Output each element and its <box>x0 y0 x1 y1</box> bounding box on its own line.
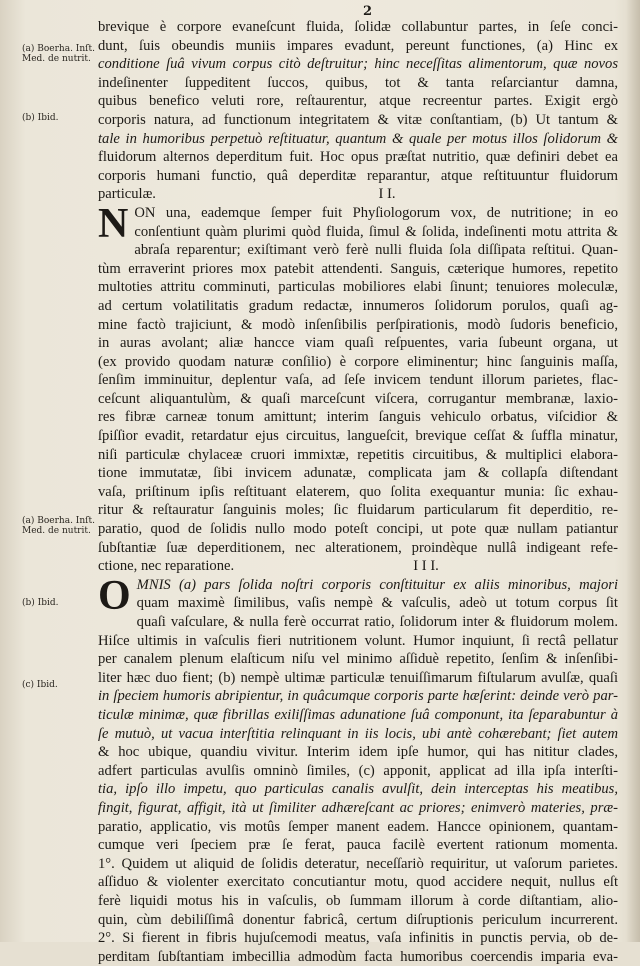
text-line: ſe mutuò, ut vacua interſtitia relinquant in iis locis, ubi antè cohærebant; ſiet autem <box>98 725 618 742</box>
text-line: in ſpeciem humoris abripientur, in quâcumque corporis parte hæſerint: deinde verò par- <box>98 688 618 705</box>
margin-note-b-ibid-second: (b) Ibid. <box>22 598 59 608</box>
text-line: ſubſtantiæ ſuæ deperditionem, nec alterationem, proindèque nullâ indigeant refe- <box>98 539 618 556</box>
margin-note-a-boerhaave-second: (a) Boerha. Inſt. Med. de nutrit. <box>22 516 95 536</box>
text-line: corporis humani functio, quâ deperditæ reparantur, atque reſtituuntur fluidorum <box>98 167 618 184</box>
text-line: paratio, quod de ſolidis nullo modo poteſt concipi, ut pote quæ nullam patiantur <box>98 521 618 538</box>
text-line: adfert particulas avulſis omninò ſimiles, (c) apponit, applicat ad illa ipſa interſti- <box>98 762 618 779</box>
text-line: tale in humoribus perpetuò reſtituatur, quantum & quale per motus illos ſolidorum & <box>98 130 618 147</box>
text-line: conſentiunt quàm plurimi quòd fluida, ſimul & ſolida, indeſinenti motu attrita & <box>134 223 618 240</box>
text-line: ceſcunt aliquantulùm, & quaſi marceſcunt viſcera, corrugantur membranæ, laxio- <box>98 390 618 407</box>
text-line: aſſiduo & violenter exercitato concutiantur motu, quod accidere nequit, nullus eſt <box>98 874 618 891</box>
text-line: 2°. Si fierent in fibris hujuſcemodi meatus, vaſa infinitis in punctis pervia, ob de- <box>98 930 618 947</box>
section-mark-two: I I. <box>378 186 396 203</box>
text-line: & hoc ubique, quandiu vivitur. Interim idem ipſe humor, qui has nititur clades, <box>98 744 618 761</box>
text-line: abraſa reparentur; exiſtimant verò ferè nulli fluida ſola diſſipata reſtitui. Quan- <box>134 242 618 259</box>
drop-cap-o: O <box>98 572 131 619</box>
text-line: particulæ. <box>98 186 156 203</box>
text-line: ON una, eademque ſemper fuit Phyſiologorum vox, de nutritione; in eo <box>134 204 618 221</box>
text-line: multoties attritu comminuti, particulas mobiliores elabi ſinunt; tenuiores moleculæ, <box>98 279 618 296</box>
text-line: (ex provido quodam naturæ conſilio) è corpore eliminentur; hinc ſanguinis maſſa, <box>98 353 618 370</box>
text-line: 1°. Quidem ut aliquid de ſolidis deteratur, neceſſariò requiritur, ut vaſorum parietes. <box>98 855 618 872</box>
text-line: res fibræ carneæ tonum amittunt; interim ſanguis vehiculo orbatus, viſcidior & <box>98 409 618 426</box>
text-line: ſenſim imminuitur, deplentur vaſa, ad ſeſe invicem tendunt illorum parietes, flac- <box>98 372 618 389</box>
text-line: ad certum volatilitatis gradum redactæ, innumeros ſolidorum porulos, quaſi ag- <box>98 297 618 314</box>
text-line: ctione, nec reparatione. <box>98 558 235 575</box>
text-line: tùm erraverint priores mox patebit attendenti. Sanguis, cæterique humores, repetito <box>98 260 618 277</box>
page-number: 2 <box>363 4 373 19</box>
text-line: ferè liquidi motus his in vaſculis, ob ſummam illorum à corde diſtantiam, alio- <box>98 892 618 909</box>
section-mark-three: I I I. <box>413 558 439 575</box>
text-line: MNIS (a) pars ſolida noſtri corporis conſtituitur ex aliis minoribus, majori <box>136 576 618 593</box>
text-line: fluidorum alternos deperditum fuit. Hoc opus præſtat nutritio, quæ definiri debet ea <box>98 149 618 166</box>
section-line-two <box>98 185 618 204</box>
text-line: tione immutatæ, ſibi invicem adunatæ, complicata jam & collapſa diſtendant <box>98 465 618 482</box>
drop-cap-n: N <box>98 200 129 247</box>
margin-note-c-ibid: (c) Ibid. <box>22 680 58 690</box>
margin-notes <box>0 0 100 942</box>
text-line: vaſa, priſtinum ipſis reſtituant elaterem, quo ſolita exequantur munia: ſic exhau- <box>98 483 618 500</box>
text-line: niſi particulæ chylaceæ cruori immixtæ, repetitis circuitibus, & multiplici elabora- <box>98 446 618 463</box>
text-line: liter hæc duo fient; (b) nempè ultimæ particulæ tenuiſſimarum fiſtularum avulſæ, quaſi <box>98 669 618 686</box>
text-line: ſpiſſior evadit, retardatur ejus circuitus, langueſcit, brevique ceſſat & ſuffla minatur, <box>98 428 618 445</box>
text-line: quaſi vaſculare, & nulla ferè occurrat ratio, ſolidorum inter & fluidorum molem. <box>136 614 618 630</box>
text-line: dunt, ſuis obeundis muniis impares evadunt, pereunt functiones, (a) Hinc ex <box>98 37 618 54</box>
section-line-three <box>98 557 618 576</box>
text-line: indeſinenter ſuppeditent ſuccos, quibus, tot & tanta reſarciantur damna, <box>98 74 618 91</box>
text-line: mine factò trajiciunt, & modò inſenſibilis perſpirationis, modò ſudoris beneficio, <box>98 316 618 333</box>
text-line: cumque veri ſpeciem præ ſe ferat, pauca facilè evertent rationum momenta. <box>98 837 618 854</box>
text-line: fingit, figurat, affigit, ità ut ſimiliter adhæreſcant ac priores; enimverò materies, præ- <box>98 799 618 816</box>
margin-note-a-boerhaave: (a) Boerha. Inſt. Med. de nutrit. <box>22 44 95 64</box>
margin-note-b-ibid: (b) Ibid. <box>22 113 59 123</box>
text-line: quin, cùm debiliſſimâ donentur fabricâ, certum diſruptionis periculum incurrerent. <box>98 911 618 928</box>
text-line: in auras avolant; aliæ hancce viam quaſi reſpuentes, varia ſubeunt organa, ut <box>98 335 618 352</box>
text-line: paratio, applicatio, vis motûs ſemper manent eadem. Hancce opinionem, quantam- <box>98 818 618 835</box>
text-line: quam maximè ſimilibus, vaſis nempè & vaſculis, adeò ut totum corpus ſit <box>136 595 618 612</box>
text-line: perditam ſubſtantiam imbecillia admodùm facta humoribus coercendis imparia eva- <box>98 948 618 965</box>
text-line: ticulæ minimæ, quæ fibrillas exiliſſimas adunatione ſuâ componunt, ita ſeparabuntur à <box>98 706 618 723</box>
text-line: corporis natura, ad functionum integritatem & vitæ conſtantiam, (b) Ut tantum & <box>98 111 618 128</box>
text-line: Hiſce ultimis in vaſculis fieri nutritionem volunt. Humor inquiunt, ſi rectâ pellatur <box>98 632 618 649</box>
text-line: per canalem plenum elaſticum niſu vel minimo aſſiduè repetito, ſenſim & inſenſibi- <box>98 651 618 668</box>
body-text <box>98 18 618 966</box>
text-line: ritur & reſtauratur ſanguinis moles; ſic fluidarum particularum fit deperditio, re- <box>98 502 618 519</box>
text-line: brevique è corpore evaneſcunt fluida, ſolidæ collabuntur partes, in ſeſe conci- <box>98 19 618 35</box>
text-line: quibus benefico veluti rore, reſtaurentur, atque recreentur partes. Exigit ergò <box>98 93 618 110</box>
page-edge-shadow <box>626 0 640 942</box>
text-line: tia, ipſo illo impetu, quo particulas canalis avulſit, dein interceptas his meatibus, <box>98 781 618 798</box>
text-line: conditione ſuâ vivum corpus citò deſtruitur; hinc neceſſitas alimentorum, quæ novos <box>98 56 618 73</box>
